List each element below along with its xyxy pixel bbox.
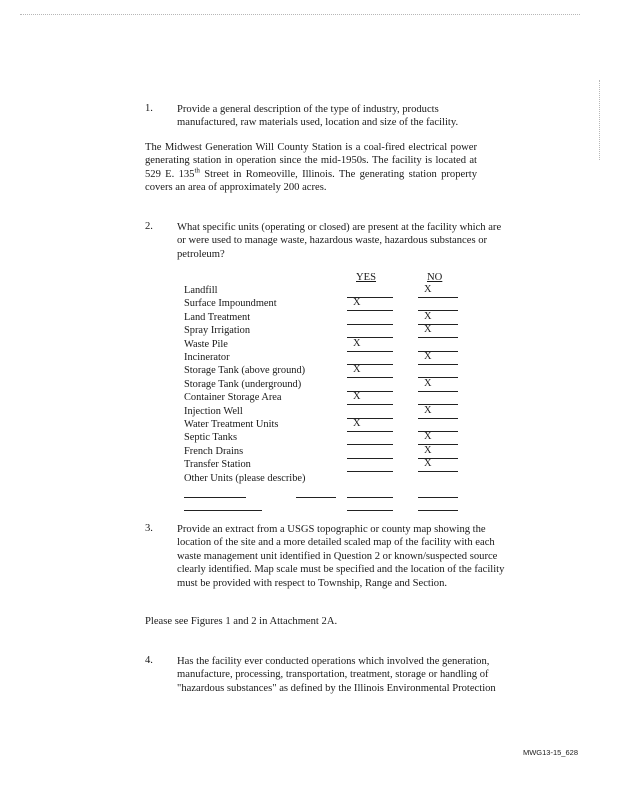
unit-row [184,285,464,298]
no-mark: X [424,324,432,336]
unit-row [184,298,464,311]
scan-artifacts-edge [597,80,600,160]
unit-label: Transfer Station [184,459,251,471]
q3-number: 3. [145,523,153,534]
yes-answer-line [347,419,393,432]
no-answer-line [418,285,458,298]
unit-label: Water Treatment Units [184,419,279,430]
no-answer-line [418,459,458,472]
unit-row [184,459,464,472]
no-mark: X [424,444,432,456]
unit-row [184,446,464,459]
unit-label: French Drains [184,445,244,457]
unit-row [184,365,464,378]
yes-answer-line [347,352,393,365]
unit-label: Storage Tank (above ground) [184,365,306,377]
unit-label: Land Treatment [184,311,251,323]
unit-row [184,432,464,445]
yes-answer-line [347,365,393,378]
no-answer-line [418,432,458,445]
unit-label: Landfill [184,285,218,296]
q2-question: What specific units (operating or closed) are present at the facility which are or were used to manage waste, hazardous waste, hazardous substances or petroleum? [177,222,502,260]
q1-answer-text: The Midwest Generation Will County Station is a coal-fired electrical power generating station in operation since the mid-1950s. The facility is located at 529 E. 135 [145,142,477,180]
q3-answer: Please see Figures 1 and 2 in Attachment 2A. [145,616,338,627]
yes-mark: X [353,297,361,309]
yes-answer-line [347,339,393,352]
yes-answer-line [347,285,393,298]
yes-mark: X [353,391,361,403]
q1-answer [145,141,477,195]
unit-label: Storage Tank (underground) [184,378,302,390]
yes-answer-line [347,406,393,419]
yes-column-header: YES [356,272,377,283]
unit-row [184,419,464,432]
other-units-label: Other Units (please describe) [184,473,306,484]
yes-answer-line [347,298,393,311]
unit-label: Waste Pile [184,338,228,350]
no-answer-line [418,392,458,405]
other-units-yes-blank-2 [347,510,393,511]
no-answer-line [418,379,458,392]
q4-question: Has the facility ever conducted operations which involved the generation, manufacture, processing, transportation, treatment, storage or handling of "hazardous substances" as defined by the Illinois Environmental Protection [177,656,496,694]
q1-number: 1. [145,103,153,114]
no-answer-line [418,446,458,459]
no-answer-line [418,419,458,432]
unit-row [184,325,464,338]
no-answer-line [418,339,458,352]
other-units-no-blank [418,497,458,498]
unit-label: Spray Irrigation [184,325,251,337]
q3-question: Provide an extract from a USGS topographic or county map showing the location of the site and a more detailed scaled map of the facility with each waste management unit identified in Question 2 or known/suspected source clearly identified. Map scale must be specified and the location of the facility must be provided with respect to Township, Range and Section. [177,524,505,589]
q1-answer-text-rest: Street in Romeoville, Illinois. The generating station property covers an area of approximately 200 acres. [145,168,477,194]
yes-answer-line [347,459,393,472]
yes-answer-line [347,432,393,445]
unit-label: Surface Impoundment [184,298,277,310]
no-mark: X [424,458,432,470]
q1-question: Provide a general description of the type of industry, products manufactured, raw materials used, location and size of the facility. [177,104,459,129]
unit-row [184,339,464,352]
q2-number: 2. [145,221,153,232]
other-units-yes-blank [347,497,393,498]
other-units-row [184,473,464,486]
other-units-blank-2 [296,497,336,498]
yes-answer-line [347,379,393,392]
no-answer-line [418,298,458,311]
yes-mark: X [353,418,361,429]
unit-label: Container Storage Area [184,392,282,404]
no-mark: X [424,377,432,389]
no-mark: X [424,310,432,322]
no-column-header: NO [427,272,443,283]
yes-answer-line [347,446,393,459]
unit-row [184,379,464,392]
bates-page-id: MWG13-15_628 [522,748,578,757]
no-answer-line [418,352,458,365]
no-answer-line [418,325,458,338]
unit-row [184,392,464,405]
unit-label: Injection Well [184,405,243,417]
no-answer-line [418,312,458,325]
no-answer-line [418,406,458,419]
other-units-blank-3 [184,510,262,511]
unit-label: Septic Tanks [184,432,238,444]
yes-answer-line [347,392,393,405]
yes-mark: X [353,337,361,349]
scan-artifacts-top [20,14,580,21]
unit-row [184,352,464,365]
no-mark: X [424,431,432,443]
no-mark: X [424,404,432,416]
q4-number: 4. [145,655,153,666]
yes-mark: X [353,364,361,376]
no-mark: X [424,284,432,295]
other-units-no-blank-2 [418,510,458,511]
no-answer-line [418,365,458,378]
q1-answer-superscript: th [194,166,200,175]
yes-answer-line [347,312,393,325]
unit-row [184,312,464,325]
unit-label: Incinerator [184,352,230,363]
no-mark: X [424,351,432,362]
yes-answer-line [347,325,393,338]
other-units-blank-1 [184,497,246,498]
unit-row [184,406,464,419]
